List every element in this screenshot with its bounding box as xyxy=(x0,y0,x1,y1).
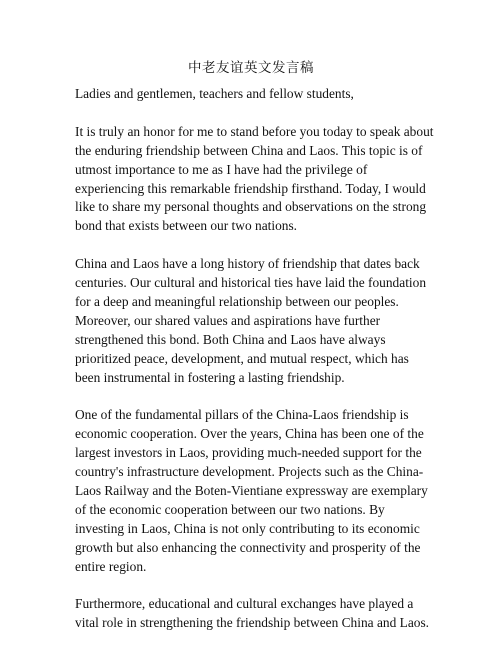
paragraph-history xyxy=(75,255,431,387)
text-line: of the economic cooperation between our two nations. By xyxy=(75,501,385,517)
document-body xyxy=(75,85,434,652)
paragraph-introduction xyxy=(75,123,434,236)
text-line: country's infrastructure development. Projects such as the China- xyxy=(75,464,424,480)
text-line: One of the fundamental pillars of the China-Laos friendship is xyxy=(75,407,409,423)
text-line: Furthermore, educational and cultural exchanges have played a xyxy=(75,596,414,612)
text-line: experiencing this remarkable friendship firsthand. Today, I would xyxy=(75,180,426,196)
paragraph-economic-cooperation xyxy=(75,406,431,576)
text-line: entire region. xyxy=(75,558,147,574)
text-line: like to share my personal thoughts and observations on the strong xyxy=(75,199,427,215)
text-line: largest investors in Laos, providing much-needed support for the xyxy=(75,445,422,461)
text-line: China and Laos have a long history of friendship that dates back xyxy=(75,256,420,272)
text-line: growth but also enhancing the connectivity and prosperity of the xyxy=(75,539,421,555)
text-line: investing in Laos, China is not only contributing to its economic xyxy=(75,520,420,536)
text-line: strengthened this bond. Both China and Laos have always xyxy=(75,331,386,347)
text-line: been instrumental in fostering a lasting friendship. xyxy=(75,369,345,385)
text-line: It is truly an honor for me to stand before you today to speak about xyxy=(75,123,434,139)
text-line: Laos Railway and the Boten-Vientiane expressway are exemplary xyxy=(75,482,428,498)
document-title: 中老友谊英文发言稿 xyxy=(188,60,314,76)
paragraph-greeting xyxy=(75,85,431,104)
text-line: centuries. Our cultural and historical ties have laid the foundation xyxy=(75,275,427,291)
text-line: utmost importance to me as I have had the privilege of xyxy=(75,161,368,177)
paragraph-exchanges xyxy=(75,595,431,633)
text-line: Ladies and gentlemen, teachers and fellow students, xyxy=(75,86,354,101)
text-line: the enduring friendship between China and Laos. This topic is of xyxy=(75,142,423,158)
text-line: prioritized peace, development, and mutual respect, which has xyxy=(75,350,409,366)
text-line: vital role in strengthening the friendship between China and Laos. xyxy=(75,615,430,631)
text-line: for a deep and meaningful relationship between our peoples. xyxy=(75,293,399,309)
text-line: economic cooperation. Over the years, China has been one of the xyxy=(75,426,424,442)
text-line: Moreover, our shared values and aspirations have further xyxy=(75,312,381,328)
text-line: bond that exists between our two nations. xyxy=(75,218,298,234)
